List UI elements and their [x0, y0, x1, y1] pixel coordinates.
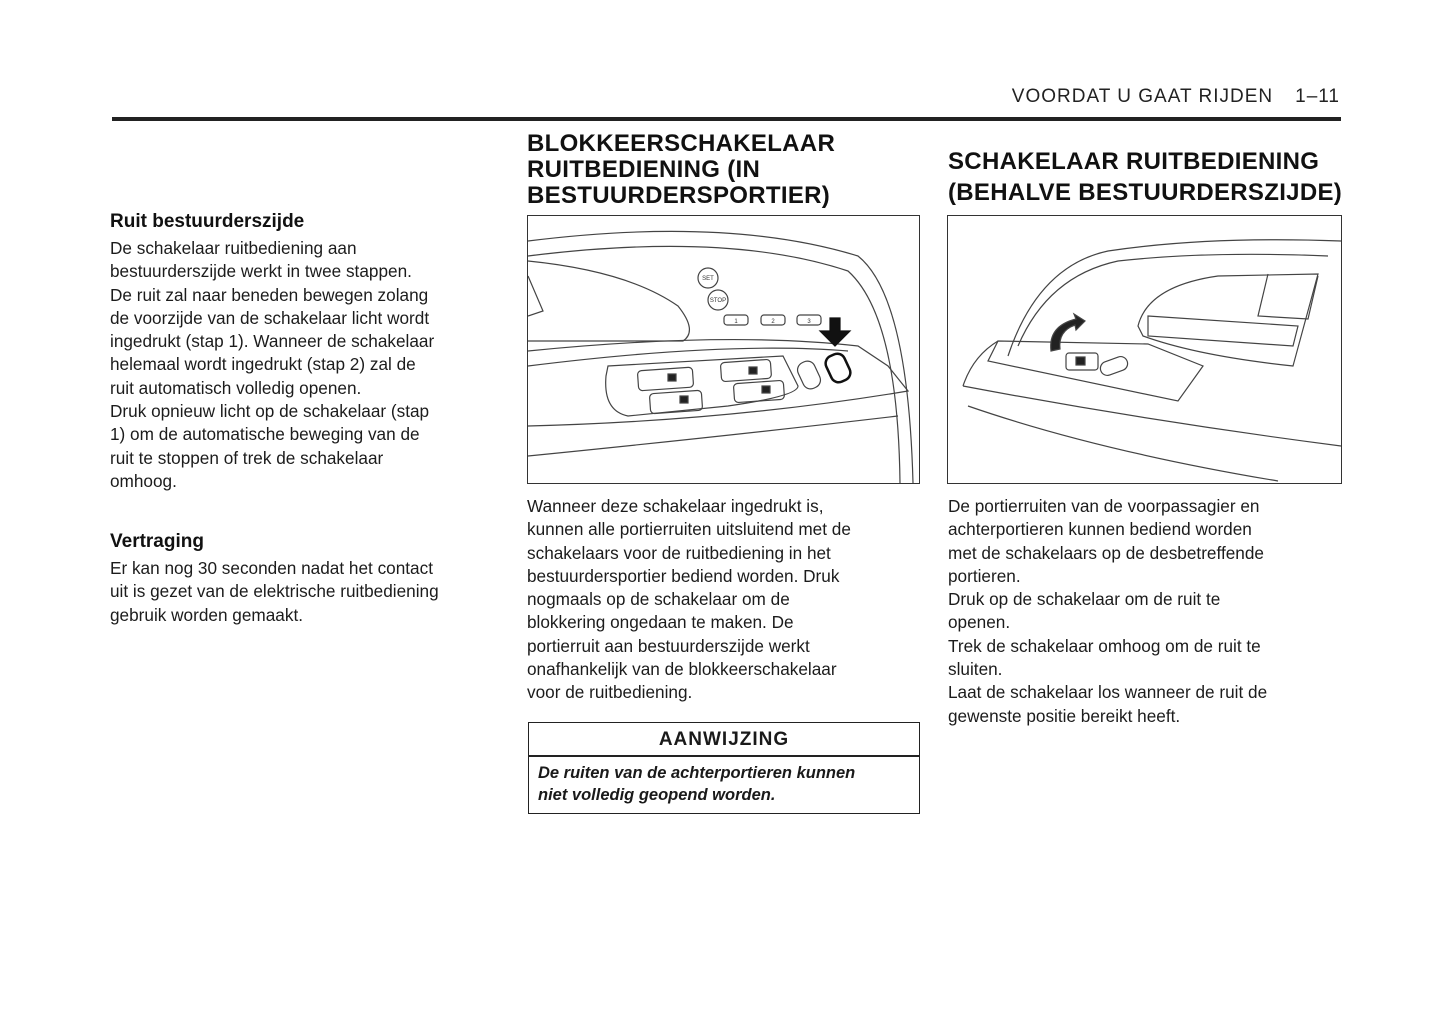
- text-line: ruit te stoppen of trek de schakelaar: [110, 447, 384, 468]
- text-line: SCHAKELAAR RUITBEDIENING: [948, 148, 1320, 175]
- text-line: Laat de schakelaar los wanneer de ruit de: [948, 682, 1268, 703]
- text-line: met de schakelaars op de desbetreffende: [948, 542, 1264, 563]
- text-line: uit is gezet van de elektrische ruitbediening: [110, 581, 439, 602]
- text-line: (BEHALVE BESTUURDERSZIJDE): [948, 179, 1343, 206]
- text-line: Wanneer deze schakelaar ingedrukt is,: [527, 496, 824, 516]
- note-text: [529, 757, 919, 811]
- text-line: helemaal wordt ingedrukt (stap 2) zal de: [110, 354, 416, 375]
- paragraph-delay: [110, 557, 439, 627]
- paragraph-driver-window: [110, 237, 434, 493]
- text-line: RUITBEDIENING (IN: [527, 156, 761, 183]
- text-line: De schakelaar ruitbediening aan: [110, 238, 357, 258]
- text-line: portierruit aan bestuurderszijde werkt: [527, 635, 810, 656]
- text-line: Druk opnieuw licht op de schakelaar (stap: [110, 401, 430, 422]
- text-line: 1) om de automatische beweging van de: [110, 424, 420, 445]
- text-line: voor de ruitbediening.: [527, 682, 693, 703]
- text-line: de voorzijde van de schakelaar licht wordt: [110, 307, 430, 328]
- text-line: gebruik worden gemaakt.: [110, 604, 303, 625]
- section-title: VOORDAT U GAAT RIJDEN: [1011, 86, 1274, 107]
- heading-lock-switch: [527, 131, 835, 209]
- text-line: Druk op de schakelaar om de ruit te: [948, 589, 1221, 610]
- text-line: ingedrukt (stap 1). Wanneer de schakelaar: [110, 331, 435, 352]
- text-line: nogmaals op de schakelaar om de: [527, 589, 790, 610]
- figure-passenger-door-panel: [947, 215, 1342, 484]
- text-line: onafhankelijk van de blokkeerschakelaar: [527, 659, 837, 680]
- text-line: Er kan nog 30 seconden nadat het contact: [110, 558, 433, 578]
- text-line: BLOKKEERSCHAKELAAR: [527, 130, 836, 157]
- text-line: ruit automatisch volledig openen.: [110, 377, 362, 398]
- header-rule: [112, 117, 1341, 121]
- text-line: blokkering ongedaan te maken. De: [527, 612, 794, 633]
- text-line: Trek de schakelaar omhoog om de ruit te: [948, 635, 1261, 656]
- memory-1-label: 1: [734, 319, 738, 325]
- text-line: De ruit zal naar beneden bewegen zolang: [110, 284, 429, 305]
- text-line: openen.: [948, 612, 1011, 633]
- text-line: portieren.: [948, 565, 1021, 586]
- text-line: sluiten.: [948, 659, 1003, 680]
- text-line: achterportieren kunnen bediend worden: [948, 519, 1252, 540]
- text-line: BESTUURDERSPORTIER): [527, 182, 831, 209]
- heading-passenger-switch: [948, 146, 1342, 208]
- heading-driver-window: Ruit bestuurderszijde: [110, 211, 305, 232]
- text-line: gewenste positie bereikt heeft.: [948, 705, 1181, 726]
- text-line: niet volledig geopend worden.: [538, 786, 776, 804]
- running-header: [990, 86, 1340, 108]
- text-line: schakelaars voor de ruitbediening in het: [527, 542, 831, 563]
- text-line: omhoog.: [110, 470, 177, 491]
- set-button-label: SET: [702, 276, 714, 282]
- text-line: De portierruiten van de voorpassagier en: [948, 496, 1260, 516]
- page-number: 1–11: [1295, 86, 1340, 107]
- text-line: De ruiten van de achterportieren kunnen: [538, 764, 856, 782]
- paragraph-passenger-switch: [948, 495, 1267, 728]
- paragraph-lock-switch: [527, 495, 851, 705]
- memory-2-label: 2: [771, 319, 775, 325]
- note-box: [528, 722, 920, 814]
- text-line: bestuurderszijde werkt in twee stappen.: [110, 261, 412, 282]
- text-line: bestuurdersportier bediend worden. Druk: [527, 565, 840, 586]
- memory-3-label: 3: [807, 319, 811, 325]
- text-line: kunnen alle portierruiten uitsluitend met de: [527, 519, 851, 540]
- figure-driver-door-panel: [527, 215, 920, 484]
- note-title: AANWIJZING: [529, 723, 919, 757]
- heading-delay: Vertraging: [110, 531, 204, 552]
- stop-button-label: STOP: [709, 298, 727, 304]
